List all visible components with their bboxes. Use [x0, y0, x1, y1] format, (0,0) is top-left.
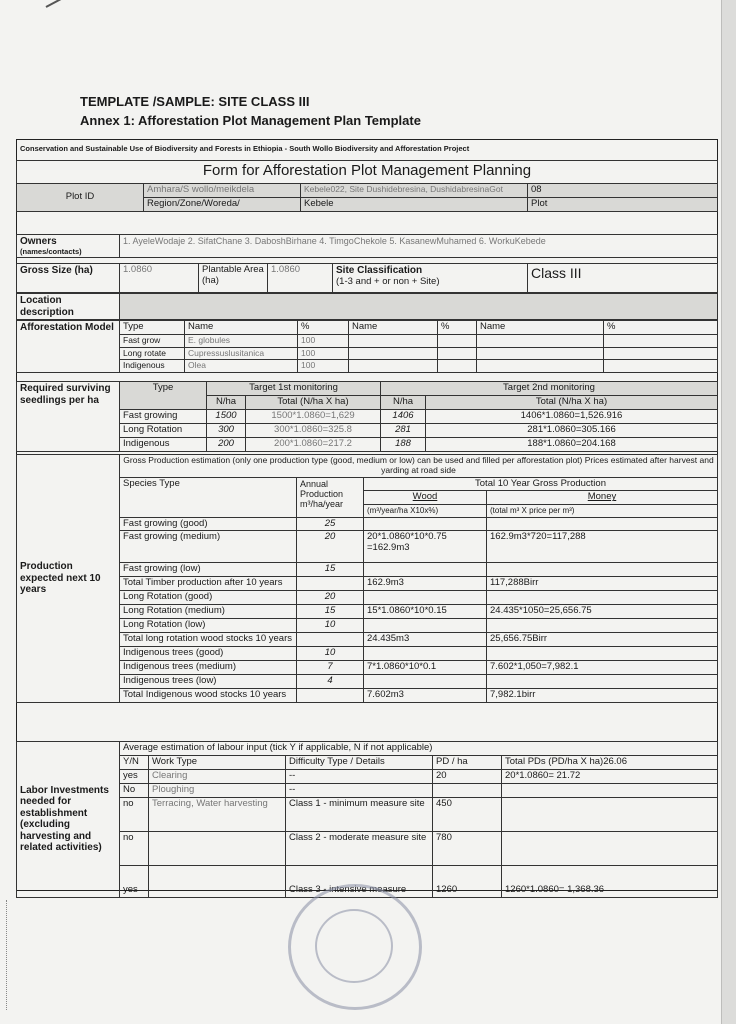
annual-production-header: Annual Production m³/ha/year: [297, 477, 364, 517]
plantable-area-label: Plantable Area (ha): [199, 264, 268, 293]
annual-value: [297, 633, 364, 647]
work-type: [149, 831, 286, 865]
form-header-table: [16, 160, 718, 212]
work-type: [149, 865, 286, 897]
total-row-label: Total Indigenous wood stocks 10 years: [120, 688, 297, 702]
total-pd-value: [502, 783, 718, 797]
model-header-pct: %: [438, 321, 477, 335]
seedling-total2: 1406*1.0860=1,526.916: [426, 409, 718, 423]
wood-subheader: (m³/year/ha X10x%): [364, 505, 487, 517]
species-row: Long Rotation (medium): [120, 605, 297, 619]
seedling-n1: 300: [207, 423, 246, 437]
annual-value: 20: [297, 591, 364, 605]
wood-value: 20*1.0860*10*0.75 =162.9m3: [364, 531, 487, 563]
model-header-pct: %: [298, 321, 349, 335]
yn-value: no: [120, 831, 149, 865]
yn-value: No: [120, 783, 149, 797]
plot-id-label: Plot ID: [17, 184, 144, 212]
model-header-name: Name: [185, 321, 298, 335]
money-value: [487, 647, 718, 661]
money-value: [487, 619, 718, 633]
work-type: Terracing, Water harvesting: [149, 797, 286, 831]
species-row: Long Rotation (low): [120, 619, 297, 633]
yn-header: Y/N: [120, 755, 149, 769]
seedlings-label: Required surviving seedlings per ha: [17, 382, 120, 452]
model-species: E. globules: [185, 334, 298, 347]
n-ha-header: N/ha: [207, 395, 246, 409]
afforestation-model-label: Afforestation Model: [17, 321, 120, 373]
model-type: Fast grow: [120, 334, 185, 347]
site-class-value: Class III: [528, 264, 718, 293]
labor-label: Labor Investments needed for establishment (excluding harvesting and related activities): [17, 742, 120, 898]
annual-value: 4: [297, 674, 364, 688]
total-pd-value: 1260*1.0860= 1,368.36: [502, 865, 718, 897]
model-type: Indigenous: [120, 360, 185, 373]
species-row: Fast growing (low): [120, 563, 297, 577]
seedling-n2: 1406: [381, 409, 426, 423]
model-species: Cupressuslusitanica: [185, 347, 298, 360]
annual-value: 7: [297, 660, 364, 674]
owners-label: Owners: [20, 236, 57, 247]
seedling-type: Indigenous: [120, 437, 207, 451]
money-total: 7,982.1birr: [487, 688, 718, 702]
pd-value: 780: [433, 831, 502, 865]
difficulty-detail: Class 1 - minimum measure site: [286, 797, 433, 831]
money-total: 25,656.75Birr: [487, 633, 718, 647]
money-value: 7.602*1,050=7,982.1: [487, 660, 718, 674]
money-value: [487, 591, 718, 605]
seedling-total2: 188*1.0860=204.168: [426, 437, 718, 451]
location-value: [120, 294, 718, 320]
model-header-pct: %: [604, 321, 718, 335]
location-table: [16, 293, 718, 320]
site-class-label: Site Classification: [336, 265, 423, 276]
region-field-label: Region/Zone/Woreda/: [144, 197, 301, 211]
model-percent: 100: [298, 347, 349, 360]
seedling-n1: 1500: [207, 409, 246, 423]
total-pd-header: Total PDs (PD/ha X ha)26.06: [502, 755, 718, 769]
wood-value: [364, 517, 487, 531]
total2-header: Total (N/ha X ha): [426, 395, 718, 409]
wood-value: [364, 591, 487, 605]
seedlings-table: [16, 381, 718, 452]
labor-note: Average estimation of labour input (tick Y if applicable, N if not applicable): [120, 742, 718, 756]
plot-field-label: Plot: [528, 197, 718, 211]
wood-value: [364, 619, 487, 633]
owners-sublabel: (names/contacts): [20, 246, 82, 256]
species-type-header: Species Type: [120, 477, 297, 517]
species-row: Long Rotation (good): [120, 591, 297, 605]
yn-value: no: [120, 797, 149, 831]
difficulty-header: Difficulty Type / Details: [286, 755, 433, 769]
money-value: 24.435*1050=25,656.75: [487, 605, 718, 619]
labor-table: [16, 741, 718, 898]
form-title: Form for Afforestation Plot Management Planning: [17, 161, 718, 184]
wood-total: 162.9m3: [364, 577, 487, 591]
annual-value: [297, 577, 364, 591]
pd-value: 20: [433, 769, 502, 783]
yn-value: yes: [120, 865, 149, 897]
wood-header: Wood: [364, 491, 487, 505]
species-row: Fast growing (good): [120, 517, 297, 531]
project-caption: Conservation and Sustainable Use of Biodiversity and Forests in Ethiopia - South Wollo Biodiversity and Afforestation Project: [20, 144, 470, 153]
species-row: Fast growing (medium): [120, 531, 297, 563]
template-title: TEMPLATE /SAMPLE: SITE CLASS III: [80, 94, 310, 109]
annual-value: 15: [297, 605, 364, 619]
total-10yr-header: Total 10 Year Gross Production: [364, 477, 718, 491]
annex-title: Annex 1: Afforestation Plot Management Plan Template: [80, 113, 421, 128]
species-row: Indigenous trees (good): [120, 647, 297, 661]
owners-table: [16, 234, 718, 258]
seedling-total1: 1500*1.0860=1,629: [246, 409, 381, 423]
model-percent: 100: [298, 360, 349, 373]
seedling-type: Long Rotation: [120, 423, 207, 437]
total1-header: Total (N/ha X ha): [246, 395, 381, 409]
plantable-area-value: 1.0860: [268, 264, 333, 293]
total-pd-value: [502, 831, 718, 865]
seedling-total1: 200*1.0860=217.2: [246, 437, 381, 451]
target2-header: Target 2nd monitoring: [381, 382, 718, 396]
model-header-type: Type: [120, 321, 185, 335]
difficulty-detail: Class 3 - intensive measure: [286, 865, 433, 897]
pd-value: 450: [433, 797, 502, 831]
gross-size-value: 1.0860: [120, 264, 199, 293]
annual-value: 20: [297, 531, 364, 563]
work-type-header: Work Type: [149, 755, 286, 769]
model-type: Long rotate: [120, 347, 185, 360]
yn-value: yes: [120, 769, 149, 783]
gross-size-label: Gross Size (ha): [17, 264, 120, 293]
total-row-label: Total long rotation wood stocks 10 years: [120, 633, 297, 647]
seedling-n1: 200: [207, 437, 246, 451]
work-type: Ploughing: [149, 783, 286, 797]
production-label: Production expected next 10 years: [17, 455, 120, 703]
seedlings-type-header: Type: [120, 382, 207, 410]
wood-total: 24.435m3: [364, 633, 487, 647]
total-row-label: Total Timber production after 10 years: [120, 577, 297, 591]
production-note: Gross Production estimation (only one production type (good, medium or low) can be used and filled per afforestation plot) Prices estimated after harvest and yarding at road side: [120, 455, 718, 478]
model-header-name: Name: [349, 321, 438, 335]
seedling-total2: 281*1.0860=305.166: [426, 423, 718, 437]
wood-value: [364, 674, 487, 688]
total-pd-value: 20*1.0860= 21.72: [502, 769, 718, 783]
plot-kebele-value: Kebele022, Site Dushidebresina, DushidabresinaGot: [301, 184, 528, 198]
wood-value: [364, 647, 487, 661]
model-table: [16, 320, 718, 373]
difficulty-detail: --: [286, 783, 433, 797]
annual-value: 15: [297, 563, 364, 577]
pd-value: 1260: [433, 865, 502, 897]
annual-value: [297, 688, 364, 702]
plot-region-value: Amhara/S wollo/meikdela: [144, 184, 301, 198]
perforation: [6, 900, 13, 1010]
model-species: Olea: [185, 360, 298, 373]
money-total: 117,288Birr: [487, 577, 718, 591]
species-row: Indigenous trees (medium): [120, 660, 297, 674]
seedling-type: Fast growing: [120, 409, 207, 423]
n-ha-header: N/ha: [381, 395, 426, 409]
difficulty-detail: --: [286, 769, 433, 783]
site-class-note: (1-3 and + or non + Site): [336, 275, 440, 287]
seedling-n2: 188: [381, 437, 426, 451]
total-pd-value: [502, 797, 718, 831]
model-header-name: Name: [477, 321, 604, 335]
target1-header: Target 1st monitoring: [207, 382, 381, 396]
page-edge: [721, 0, 736, 1024]
money-value: [487, 563, 718, 577]
seedling-n2: 281: [381, 423, 426, 437]
pd-value: [433, 783, 502, 797]
money-subheader: (total m³ X price per m³): [487, 505, 718, 517]
plot-number-value: 08: [528, 184, 718, 198]
wood-total: 7.602m3: [364, 688, 487, 702]
money-value: 162.9m3*720=117,288: [487, 531, 718, 563]
wood-value: 15*1.0860*10*0.15: [364, 605, 487, 619]
size-table: [16, 263, 718, 293]
money-header: Money: [487, 491, 718, 505]
model-percent: 100: [298, 334, 349, 347]
money-value: [487, 674, 718, 688]
seedling-total1: 300*1.0860=325.8: [246, 423, 381, 437]
annual-value: 10: [297, 619, 364, 633]
wood-value: 7*1.0860*10*0.1: [364, 660, 487, 674]
official-stamp: [288, 884, 422, 1010]
owners-value: 1. AyeleWodaje 2. SifatChane 3. DaboshBirhane 4. TimgoChekole 5. KasanewMuhamed 6. WorkuKebede: [120, 235, 718, 258]
work-type: Clearing: [149, 769, 286, 783]
annual-value: 25: [297, 517, 364, 531]
annual-value: 10: [297, 647, 364, 661]
species-row: Indigenous trees (low): [120, 674, 297, 688]
pd-ha-header: PD / ha: [433, 755, 502, 769]
difficulty-detail: Class 2 - moderate measure site: [286, 831, 433, 865]
location-label: Location description: [17, 294, 120, 320]
money-value: [487, 517, 718, 531]
wood-value: [364, 563, 487, 577]
kebele-field-label: Kebele: [301, 197, 528, 211]
production-table: [16, 454, 718, 703]
